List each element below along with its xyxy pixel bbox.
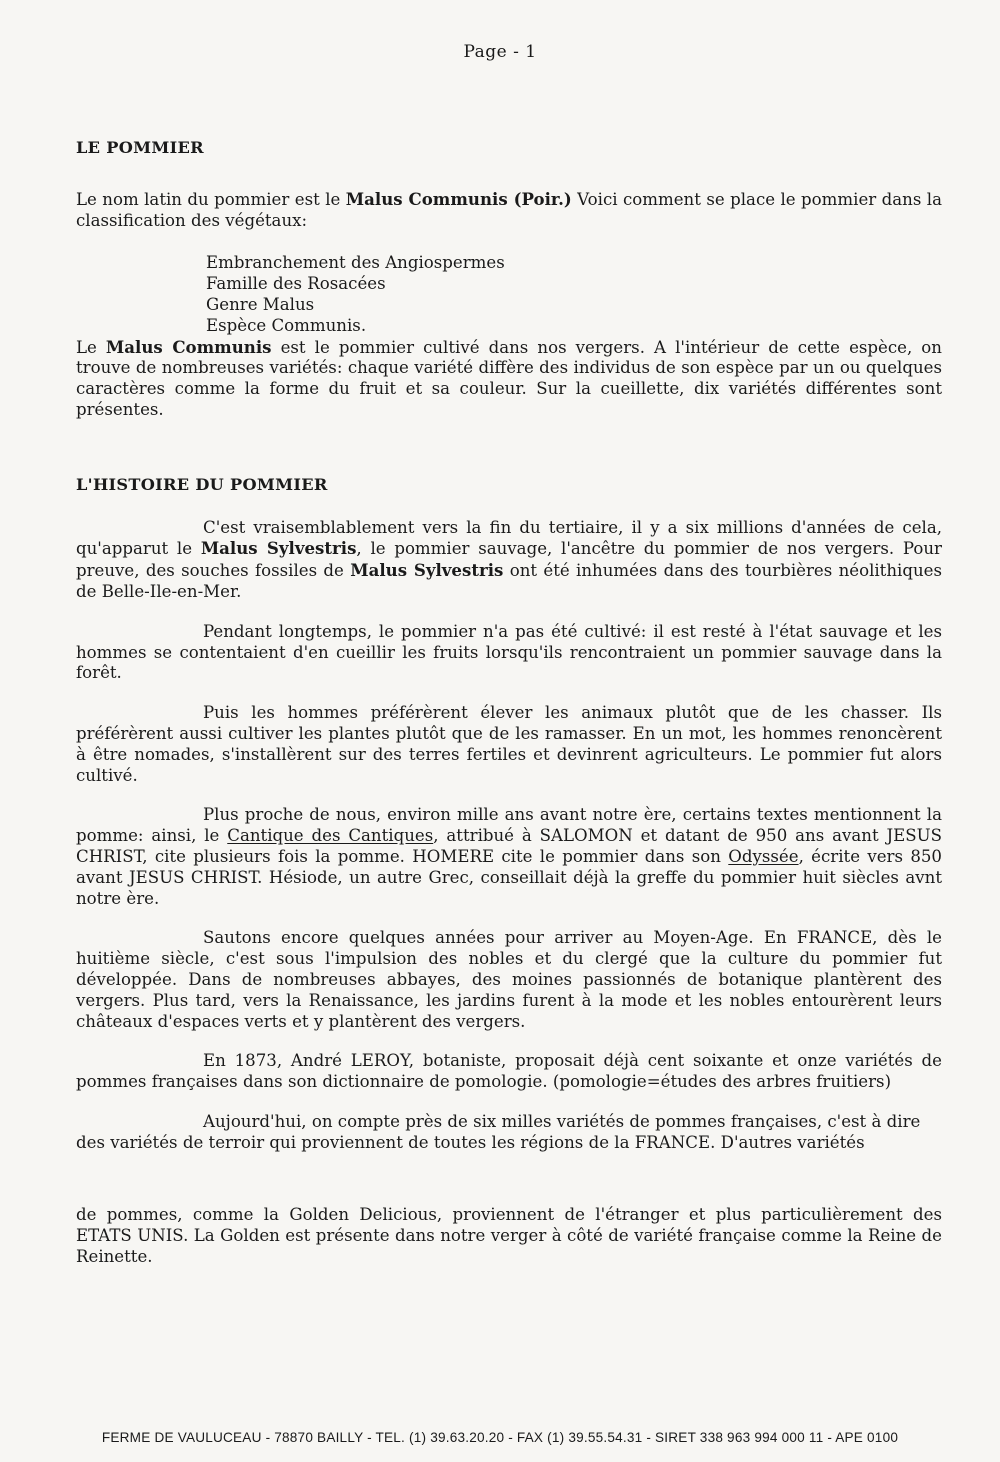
para-text-2: est le pommier cultivé dans nos vergers. A l'intérieur de cette espèce, on trouve de nombreuses variétés: chaque variété diffère des individus de son espèce par un ou quelques caractères comme la forme du fruit et sa couleur. Sur la cueillette, dix variétés différentes sont présentes.	[76, 337, 942, 419]
h1-text-2: , le pommier sauvage, l'ancêtre du pommier de nos vergers. Pour preuve, des souches fossiles de	[76, 539, 942, 581]
page-number: Page - 1	[463, 42, 537, 62]
intro-text-2: Voici comment se place le pommier dans la classification des végétaux:	[76, 189, 942, 230]
latin-name-bold: Malus Communis (Poir.)	[345, 188, 572, 209]
history-paragraph-8: de pommes, comme la Golden Delicious, proviennent de l'étranger et plus particulièrement des ETATS UNIS. La Golden est présente dans notre verger à côté de variété française comme la Reine de Reinette.	[76, 1205, 942, 1267]
history-paragraph-2: Pendant longtemps, le pommier n'a pas été cultivé: il est resté à l'état sauvage et les hommes se contentaient d'en cueillir les fruits lorsqu'ils rencontraient un pommier sauvage dans la forêt.	[76, 621, 942, 683]
intro-paragraph	[76, 189, 942, 232]
h4-text-2: , attribué à SALOMON et datant de 950 ans avant JESUS CHRIST, cite plusieurs fois la pomme. HOMERE cite le pommier dans son	[76, 826, 943, 866]
history-paragraph-4	[76, 805, 942, 909]
document-body	[76, 138, 942, 1268]
intro-text-1: Le nom latin du pommier est le	[76, 189, 346, 209]
classification-item: Espèce Communis.	[206, 315, 367, 335]
history-paragraph-7: Aujourd'hui, on compte près de six milles variétés de pommes françaises, c'est à dire des variétés de terroir qui proviennent de toutes les régions de la FRANCE. D'autres variétés	[76, 1111, 921, 1152]
para-text-1: Le	[76, 337, 106, 357]
classification-item: Embranchement des Angiospermes	[206, 253, 505, 273]
h1-text-1: C'est vraisemblablement vers la fin du tertiaire, il y a six millions d'années de cela, qu'apparut le	[76, 517, 942, 559]
section-heading-pommier: LE POMMIER	[76, 138, 204, 157]
h4-text-3: , écrite vers 850 avant JESUS CHRIST. Hésiode, un autre Grec, conseillait déjà la greffe du pommier huit siècles avnt notre ère.	[76, 846, 942, 908]
odyssee-title-underlined: Odyssée	[728, 846, 799, 866]
classification-item: Genre Malus	[206, 294, 315, 314]
h4-text-1: Plus proche de nous, environ mille ans avant notre ère, certains textes mentionnent la pomme: ainsi, le	[76, 805, 942, 846]
history-paragraph-6: En 1873, André LEROY, botaniste, proposait déjà cent soixante et onze variétés de pommes françaises dans son dictionnaire de pomologie. (pomologie=études des arbres fruitiers)	[76, 1051, 942, 1092]
malus-sylvestris-bold: Malus Sylvestris	[200, 538, 357, 559]
history-paragraph-3: Puis les hommes préférèrent élever les animaux plutôt que de les chasser. Ils préférèrent aussi cultiver les plantes plutôt que de les ramasser. En un mot, les hommes renoncèrent à être nomades, s'installèrent sur des terres fertiles et devinrent agriculteurs. Le pommier fut alors cultivé.	[76, 703, 942, 785]
history-paragraph-1	[76, 518, 942, 603]
history-paragraph-5: Sautons encore quelques années pour arriver au Moyen-Age. En FRANCE, dès le huitième siècle, c'est sous l'impulsion des nobles et du clergé que la culture du pommier fut développée. Dans de nombreuses abbayes, des moines passionnés de botanique plantèrent des vergers. Plus tard, vers la Renaissance, les jardins furent à la mode et les nobles entourèrent leurs châteaux d'espaces verts et y plantèrent des vergers.	[76, 928, 942, 1031]
h1-text-3: ont été inhumées dans des tourbières néolithiques de Belle-Ile-en-Mer.	[76, 561, 942, 601]
malus-communis-bold: Malus Communis	[105, 336, 272, 357]
footer-contact: FERME DE VAULUCEAU - 78870 BAILLY - TEL. (1) 39.63.20.20 - FAX (1) 39.55.54.31 - SIRET 338 963 994 000 11 - APE 0100	[101, 1430, 899, 1445]
classification-item: Famille des Rosacées	[206, 274, 386, 294]
malus-communis-paragraph	[76, 337, 942, 421]
cantique-title-underlined: Cantique des Cantiques	[227, 826, 434, 846]
classification-list	[206, 253, 942, 336]
section-heading-histoire: L'HISTOIRE DU POMMIER	[76, 474, 328, 494]
malus-sylvestris-bold: Malus Sylvestris	[350, 560, 504, 581]
